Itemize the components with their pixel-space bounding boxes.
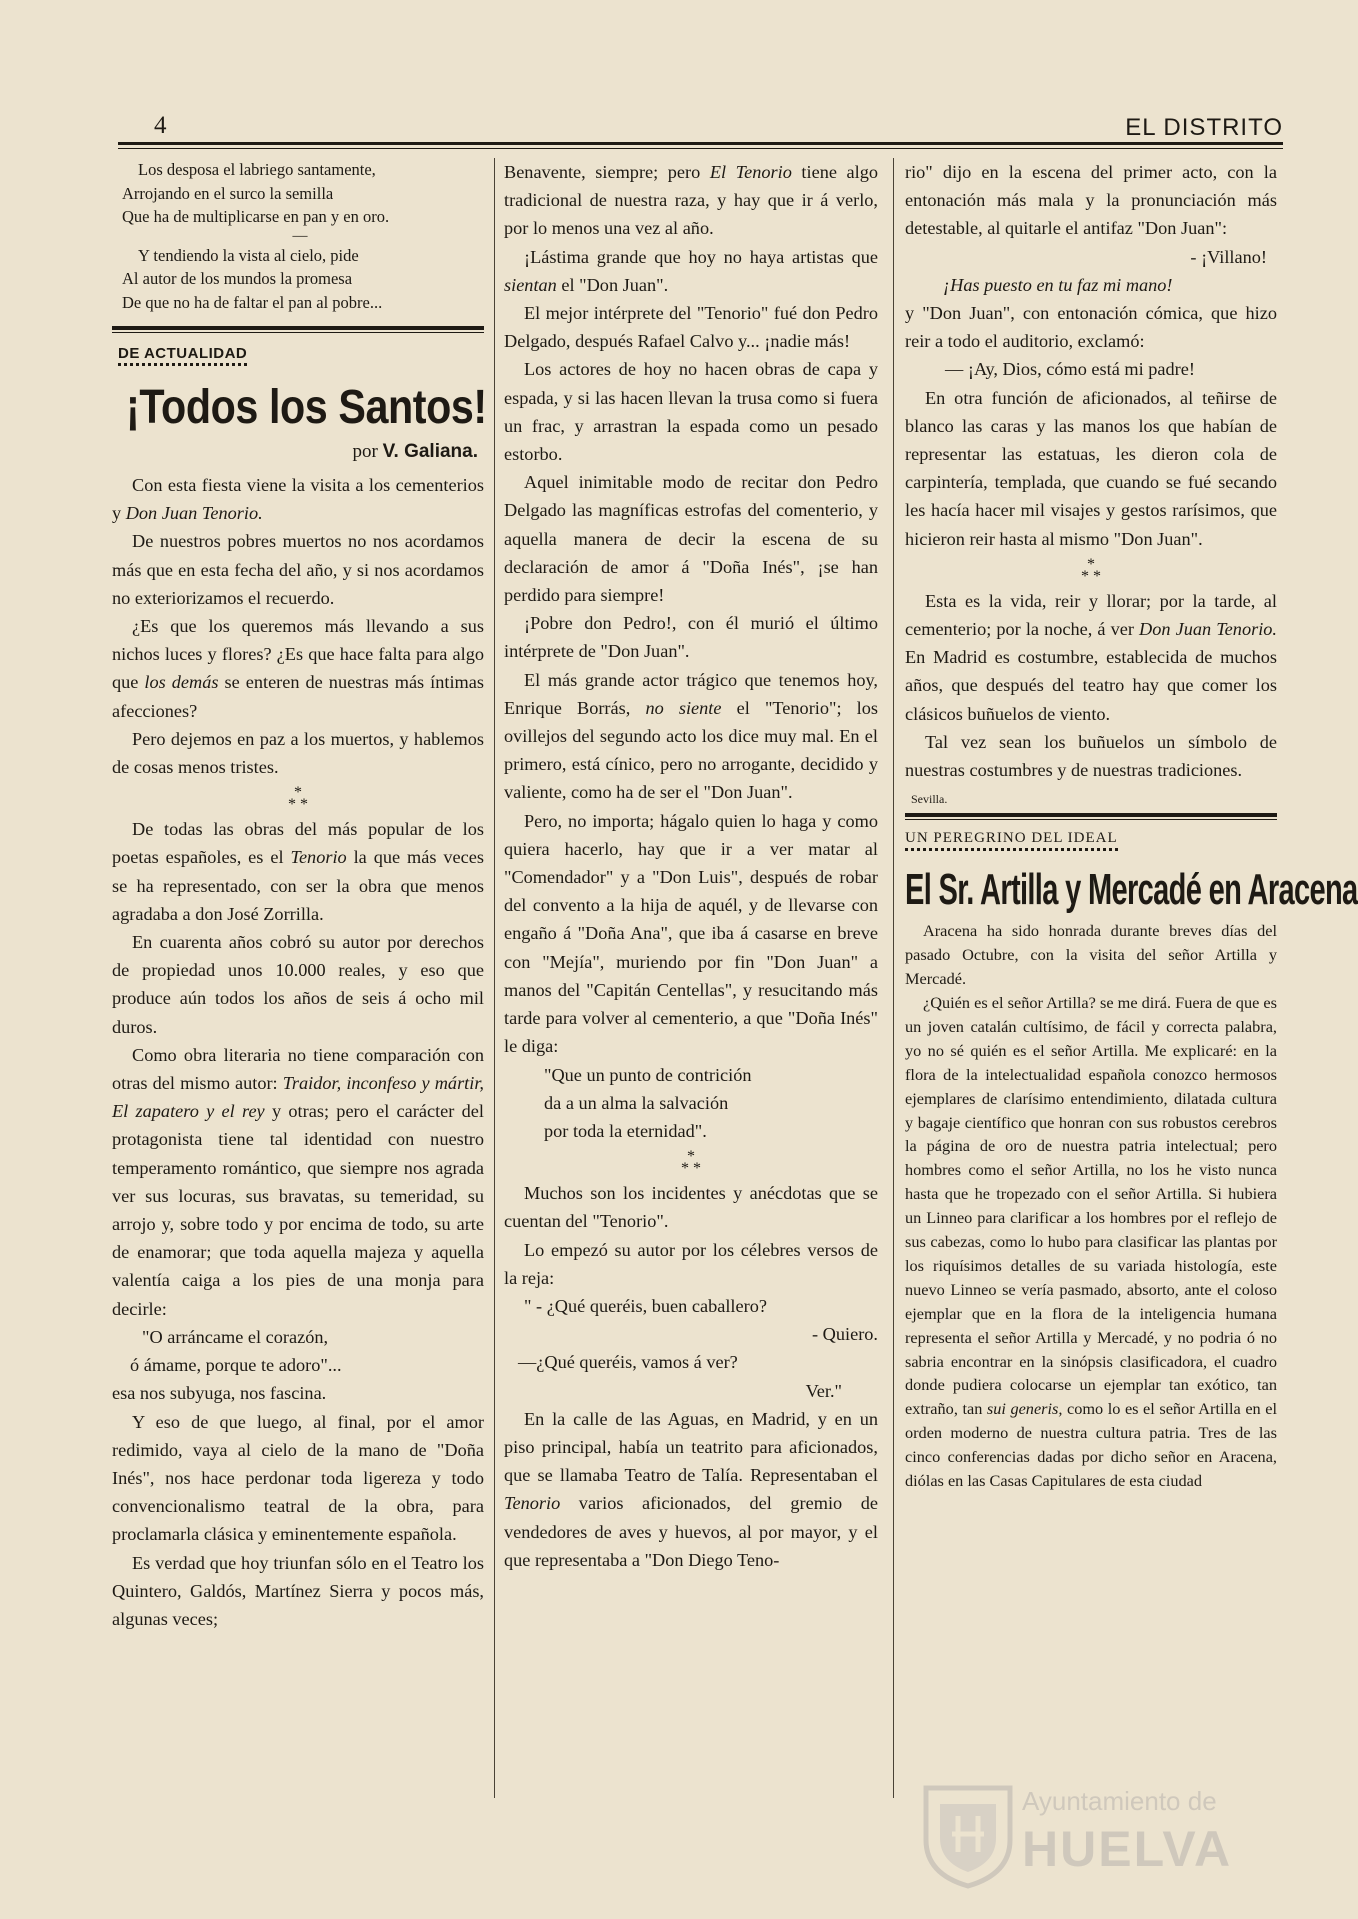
headline: ¡Todos los Santos! [126,381,487,434]
quote-line: ¡Has puesto en tu faz mi mano! [943,274,1173,295]
paragraph: De nuestros pobres muertos no nos acordamos más que en esta fecha del año, y si nos acordamos no exteriorizamos el recuerdo. [112,531,484,608]
quote-line: " - ¿Qué queréis, buen caballero? [524,1295,767,1316]
dateline: Sevilla. [911,792,948,807]
paragraph: Como obra literaria no tiene comparación con otras del mismo autor: Traidor, inconfeso y mártir, El zapatero y el rey y otras; pero el carácter del protagonista tiene tal identidad con nuestro temperamento romántico, que siempre nos agrada ver sus locuras, sus bravatas, su temeridad, su arrojo y, sobre todo y por encima de todo, su arte de enamorar; que toda aquella majeza y aquella valentía caiga a los pies de una monja para decirle: [112,1044,485,1319]
column-1 [112,158,487,1898]
paragraph: y "Don Juan", con entonación cómica, que hizo reir a todo el auditorio, exclamó: [905,303,1277,352]
asterism: * * * [681,1148,701,1178]
byline: por V. Galiana. [352,441,478,462]
column-divider [893,158,894,1798]
author: V. Galiana. [382,441,478,462]
paragraph: ¿Es que los queremos más llevando a sus nichos luces y flores? ¿Es que hace falta para algo que los demás se enteren de nuestras más íntimas afecciones? [112,616,485,721]
quote-line: "Que un punto de contrición [544,1064,752,1085]
paragraph: Y eso de que luego, al final, por el amor redimido, vaya al cielo de la mano de "Doña Inés", nos hace perdonar toda ligereza y todo convencionalismo teatral de la obra, para proclamarla clásica y eminentemente española. [112,1411,484,1545]
watermark-line: Ayuntamiento de [1022,1786,1217,1816]
paragraph: Aquel inimitable modo de recitar don Pedro Delgado las magníficas estrofas del comenterio, y aquella manera de decir la escena de su declaración de amor á "Doña Inés", ¡se han perdido para siempre! [504,472,878,606]
watermark-line: HUELVA [1022,1821,1233,1877]
section-rule [905,813,1277,817]
column-2 [504,158,878,1898]
paragraph: Pero, no importa; hágalo quien lo haga y como quiera hacerlo, hay que ir a ver matar al "Comendador" y a "Don Luis", después de robar del convento a la hija de aquél, y de llevarse con engaño á "Doña Ana", que iba á casarse en breve con "Mejía", muriendo por fin "Don Juan" a manos del "Capitán Centellas", y resucitando más tarde para volver al cementerio, a que "Doña Inés" le diga: [504,810,878,1057]
poem-line: Los desposa el labriego santamente, [138,160,376,179]
paragraph: El mejor intérprete del "Tenorio" fué don Pedro Delgado, después Rafael Calvo y... ¡nadie más! [504,303,878,352]
quote-line: —¿Qué queréis, vamos á ver? [518,1352,738,1373]
paragraph: En la calle de las Aguas, en Madrid, y en un piso principal, había un teatrito para aficionados, que se llamaba Teatro de Talía. Representaban el Tenorio varios aficionados, del gremio de vendedores de aves y huevos, al por mayor, y el que representaba a "Don Diego Teno- [504,1408,878,1570]
paragraph: Muchos son los incidentes y anécdotas que se cuentan del "Tenorio". [504,1183,878,1232]
coat-of-arms-icon [918,1782,1018,1888]
quote-line: - ¡Villano! [1190,246,1267,267]
paragraph: Pero dejemos en paz a los muertos, y hablemos de cosas menos tristes. [112,728,484,778]
poem-line: Que ha de multiplicarse en pan y en oro. [122,207,390,226]
quote-line: ó ámame, porque te adoro"... [130,1355,342,1376]
poem [112,158,484,314]
asterism: * * * [288,784,308,814]
poem-line: Arrojando en el surco la semilla [122,183,334,203]
paragraph: En otra función de aficionados, al teñirse de blanco las caras y las manos los que habían de representar las estatuas, les dieron cola de carpintería, templada, que cuando se fué secando les hacía hacer mil visajes y gestos rarísimos, que hicieron reir hasta al mismo "Don Juan". [905,387,1277,549]
paragraph: — ¡Ay, Dios, cómo está mi padre! [945,359,1195,380]
paragraph: Aracena ha sido honrada durante breves días del pasado Octubre, con la visita del señor Artilla y Mercadé. [905,921,1277,989]
quote-line: - Quiero. [812,1324,878,1345]
paragraph: En cuarenta años cobró su autor por derechos de propiedad unos 10.000 reales, y eso que produce aún todos los años de seis á ocho mil duros. [112,932,484,1037]
poem-line: De que no ha de faltar el pan al pobre... [122,292,383,312]
page-header [118,112,1283,146]
paragraph: Tal vez sean los buñuelos un símbolo de nuestras costumbres y de nuestras tradiciones. [905,731,1277,781]
column-divider [494,158,495,1798]
quote-line: da a un alma la salvación [544,1092,729,1113]
header-rule [118,142,1283,145]
paragraph: Esta es la vida, reir y llorar; por la tarde, al cementerio; por la noche, á ver Don Juan Tenorio. En Madrid es costumbre, establecida de muchos años, que después del teatro hay que comer los clásicos buñuelos de viento. [905,590,1277,724]
paragraph: ¡Pobre don Pedro!, con él murió el último intérprete de "Don Juan". [504,613,878,662]
paragraph: ¡Lástima grande que hoy no haya artistas que sientan el "Don Juan". [504,246,878,295]
headline: El Sr. Artilla y Mercadé en Aracena [905,865,1358,915]
paragraph: Es verdad que hoy triunfan sólo en el Teatro los Quintero, Galdós, Martínez Sierra y pocos más, algunas veces; [112,1552,484,1629]
paragraph: Benavente, siempre; pero El Tenorio tiene algo tradicional de nuestra raza, y hay que ir á verlo, por lo menos una vez al año. [504,162,878,239]
section-rule-thin [905,819,1277,820]
paragraph: El más grande actor trágico que tenemos hoy, Enrique Borrás, no siente el "Tenorio"; los ovillejos del segundo acto los dice muy mal. En el primero, está cínico, pero no arrogante, decidido y valiente, como ha de ser el "Don Juan". [504,669,878,803]
paragraph: Lo empezó su autor por los célebres versos de la reja: [504,1239,878,1288]
section-label: UN PEREGRINO DEL IDEAL [905,830,1118,851]
newspaper-title: EL DISTRITO [1125,114,1283,141]
stanza-separator: — [292,227,308,244]
paragraph: Los actores de hoy no hacen obras de capa y espada, y si las hacen llevan la trusa como si fuera un frac, y arrastran la espada como un pesado estorbo. [504,359,878,465]
section-label: DE ACTUALIDAD [118,345,247,366]
poem-line: Y tendiendo la vista al cielo, pide [138,245,359,265]
paragraph: esa nos subyuga, nos fascina. [112,1383,327,1404]
section-rule-thin [112,332,484,333]
watermark [918,1782,1278,1892]
page-number: 4 [154,112,167,139]
header-rule-thin [118,148,1283,149]
asterism: * * * [1081,555,1101,585]
paragraph: rio" dijo en la escena del primer acto, con la entonación más mala y la pronunciación más detestable, al quitarle el antifaz "Don Juan": [905,162,1277,239]
quote-line: "O arráncame el corazón, [142,1326,329,1347]
poem-line: Al autor de los mundos la promesa [122,269,353,288]
paragraph: ¿Quién es el señor Artilla? se me dirá. Fuera de que es un joven catalán cultísimo, de fácil y correcta palabra, yo no sé quién es el señor Artilla. Me explicaré: en la flora de la intelectualidad española conozco hermosos ejemplares de clarísimo entendimiento, dilatada cultura y bagaje científico que honran con sus robustos cerebros la página de oro de nuestra patria intelectual; pero hombres como el señor Artilla, no los he visto nunca hasta que he tropezado con el señor Artilla. Si hubiera un Linneo para clarificar a los hombres por el reflejo de sus cabezas, como lo hubo para clasificar las plantas por los riquísimos detalles de su variada histología, este nuevo Linneo se vería pasmado, absorto, ante el coloso ejemplar que en la flora de la inteligencia humana representa el señor Artilla y Mercadé, y no podria ó no sabria encontrar en la sinópsis clasificadora, el cuadro donde pudiera colocarse un ejemplar tan exótico, tan extraño, tan sui generis, como lo es el señor Artilla en el orden moderno de nuestra cultura patria. Tres de las cinco conferencias dadas por dicho señor en Aracena, diólas en las Casas Capitulares de esta ciudad [905,992,1277,1491]
quote-line: Ver." [805,1380,842,1401]
section-rule [112,326,484,330]
paragraph: De todas las obras del más popular de los poetas españoles, es el Tenorio la que más veces se ha representado, con ser la obra que menos agradaba a don José Zorrilla. [112,819,484,924]
column-3 [905,158,1358,1898]
paragraph: Con esta fiesta viene la visita a los cementerios y Don Juan Tenorio. [112,475,484,524]
quote-line: por toda la eternidad". [544,1120,707,1141]
